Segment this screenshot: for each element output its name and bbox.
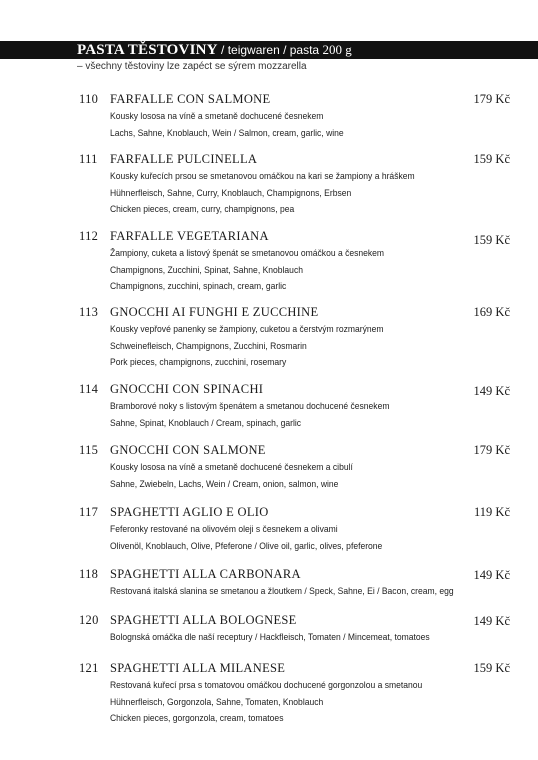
item-number: 117 [79,505,99,519]
item-description-line: Bramborové noky s listovým špenátem a smetanou dochucené česnekem [110,401,390,412]
item-description-line: Restovaná italská slanina se smetanou a žloutkem / Speck, Sahne, Ei / Bacon, cream, egg [110,586,454,597]
item-number: 118 [79,567,99,581]
item-price: 159 Kč [473,661,510,675]
item-price: 149 Kč [473,568,510,582]
item-description [110,399,389,432]
item-description-line: Bolognská omáčka dle naší receptury / Hackfleisch, Tomaten / Mincemeat, tomatoes [110,632,430,643]
item-description [110,460,353,493]
item-description-line: Chicken pieces, gorgonzola, cream, tomatoes [110,713,284,724]
item-description-line: Chicken pieces, cream, curry, champignons, pea [110,204,295,215]
item-price: 149 Kč [473,614,510,628]
item-description [110,678,422,728]
item-description-line: Pork pieces, champignons, zucchini, rosemary [110,357,287,368]
item-description [110,169,415,219]
section-note: – všechny těstoviny lze zapéct se sýrem mozzarella [77,61,307,72]
item-number: 121 [79,661,99,675]
item-description-line: Champignons, Zucchini, Spinat, Sahne, Knoblauch [110,264,303,276]
section-title [77,40,352,60]
item-description-line: Restovaná kuřecí prsa s tomatovou omáčkou dochucené gorgonzolou a smetanou [110,680,423,691]
item-number: 111 [79,152,98,166]
item-price: 119 Kč [474,505,510,519]
item-price: 159 Kč [473,152,510,166]
item-description-line: Schweinefleisch, Champignons, Zucchini, Rosmarin [110,340,307,352]
item-number: 112 [79,229,99,243]
item-name: SPAGHETTI ALLA MILANESE [110,661,286,675]
item-number: 115 [79,443,99,457]
item-price: 169 Kč [473,305,510,319]
item-description-line: Champignons, zucchini, spinach, cream, garlic [110,281,287,292]
item-description-line: Sahne, Spinat, Knoblauch / Cream, spinach, garlic [110,417,302,429]
item-price: 149 Kč [473,384,510,398]
item-price: 179 Kč [473,92,510,106]
item-name: FARFALLE PULCINELLA [110,152,258,166]
section-title-main: PASTA TĚSTOVINY [77,42,218,58]
item-description-line: Kousky vepřové panenky se žampiony, cuketou a čerstvým rozmarýnem [110,324,384,335]
item-number: 113 [79,305,99,319]
item-name: SPAGHETTI ALLA CARBONARA [110,567,301,581]
item-name: FARFALLE CON SALMONE [110,92,271,106]
item-number: 114 [79,382,99,396]
item-description-line: Kousky kuřecích prsou se smetanovou omáčkou na kari se žampiony a hráškem [110,171,415,182]
item-description [110,584,454,601]
item-description [110,322,384,372]
item-description [110,246,384,296]
item-description [110,109,344,142]
item-number: 120 [79,613,99,627]
item-description [110,522,382,555]
item-name: GNOCCHI AI FUNGHI E ZUCCHINE [110,305,319,319]
item-price: 159 Kč [473,233,510,247]
item-name: GNOCCHI CON SALMONE [110,443,266,457]
section-title-subtitle: / teigwaren / pasta [217,43,323,57]
item-description-line: Lachs, Sahne, Knoblauch, Wein / Salmon, cream, garlic, wine [110,127,344,139]
item-description-line: Feferonky restované na olivovém oleji s česnekem a olivami [110,524,338,535]
item-description-line: Sahne, Zwiebeln, Lachs, Wein / Cream, onion, salmon, wine [110,478,339,490]
item-name: SPAGHETTI AGLIO E OLIO [110,505,269,519]
item-description [110,630,430,647]
item-description-line: Kousky lososa na víně a smetaně dochucené česnekem [110,111,324,122]
item-description-line: Hühnerfleisch, Gorgonzola, Sahne, Tomaten, Knoblauch [110,696,324,708]
item-name: SPAGHETTI ALLA BOLOGNESE [110,613,297,627]
item-description-line: Žampiony, cuketa a listový špenát se smetanovou omáčkou a česnekem [110,248,385,259]
item-name: FARFALLE VEGETARIANA [110,229,269,243]
portion-weight: 200 g [322,42,352,57]
item-name: GNOCCHI CON SPINACHI [110,382,264,396]
item-description-line: Kousky lososa na víně a smetaně dochucené česnekem a cibulí [110,462,353,473]
item-description-line: Hühnerfleisch, Sahne, Curry, Knoblauch, Champignons, Erbsen [110,187,352,199]
item-number: 110 [79,92,99,106]
item-description-line: Olivenöl, Knoblauch, Olive, Pfeferone / Olive oil, garlic, olives, pfeferone [110,540,383,552]
item-price: 179 Kč [473,443,510,457]
